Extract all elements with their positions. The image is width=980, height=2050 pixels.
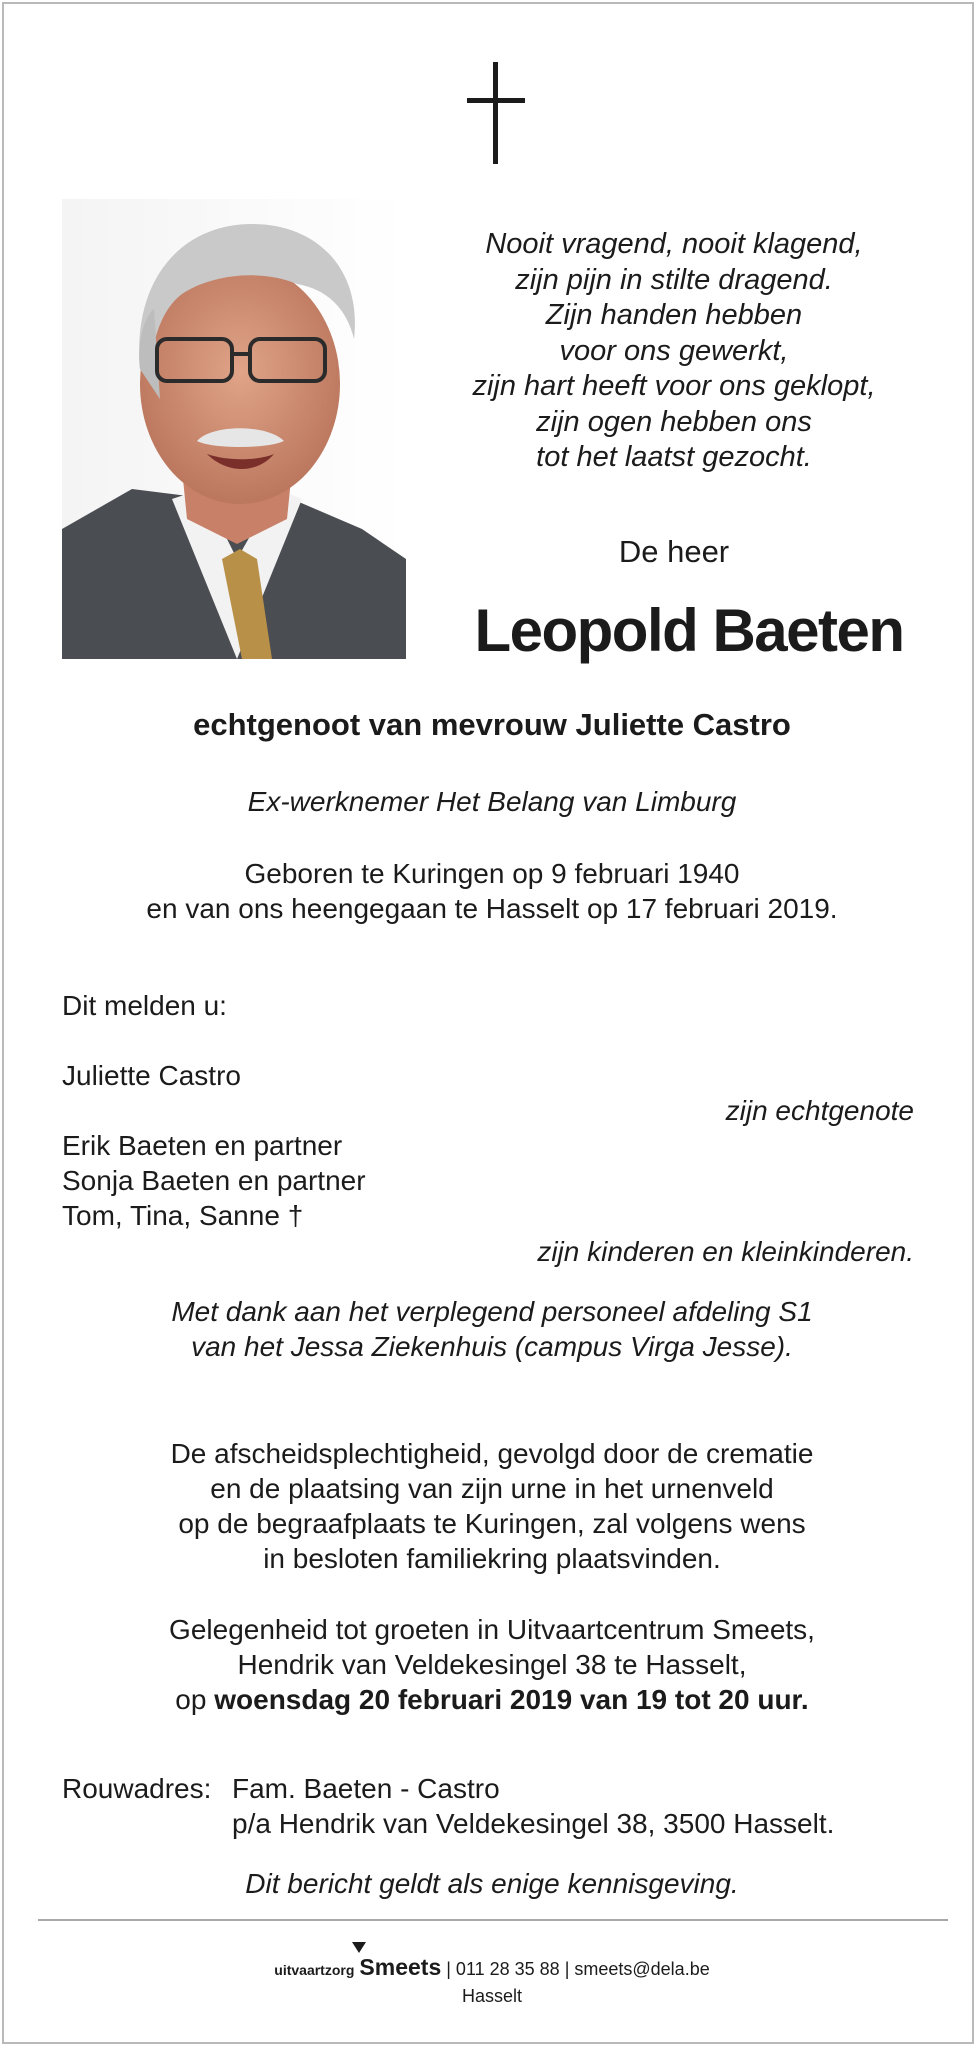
poem — [424, 227, 924, 476]
closing-note: Dit bericht geldt als enige kennisgeving. — [245, 1868, 739, 1899]
grandchildren-names: Tom, Tina, Sanne — [62, 1200, 280, 1231]
poem-line: zijn ogen hebben ons — [536, 405, 812, 438]
ceremony-line: en de plaatsing van zijn urne in het urnenveld — [210, 1473, 774, 1504]
life-dates — [4, 856, 980, 926]
visitation — [4, 1612, 980, 1717]
poem-line: Zijn handen hebben — [545, 299, 803, 331]
spouse-name: Juliette Castro — [62, 1060, 241, 1091]
thanks — [4, 1294, 980, 1364]
footer — [4, 1954, 980, 2009]
footer-city: Hasselt — [461, 1986, 523, 2006]
ceremony-line: De afscheidsplechtigheid, gevolgd door de crematie — [170, 1438, 814, 1469]
spouse-line: echtgenoot van mevrouw Juliette Castro — [193, 707, 791, 742]
mourning-address-label: Rouwadres: — [62, 1773, 212, 1804]
children-role: zijn kinderen en kleinkinderen. — [537, 1236, 914, 1267]
divider — [38, 1919, 948, 1921]
poem-line: tot het laatst gezocht. — [536, 441, 812, 473]
cross-icon — [467, 62, 525, 164]
logo-triangle-icon — [352, 1942, 366, 1953]
funeral-home-logo — [274, 1954, 441, 1983]
thanks-line: Met dank aan het verplegend personeel afdeling S1 — [171, 1296, 813, 1327]
birth-line: Geboren te Kuringen op 9 februari 1940 — [244, 858, 740, 889]
dagger-icon: † — [287, 1200, 304, 1231]
poem-line: zijn hart heeft voor ons geklopt, — [472, 370, 876, 402]
mourning-address-street: p/a Hendrik van Veldekesingel 38, 3500 Hasselt. — [232, 1808, 835, 1839]
occupation: Ex-werknemer Het Belang van Limburg — [247, 786, 737, 817]
death-line: en van ons heengegaan te Hasselt op 17 februari 2019. — [146, 893, 838, 924]
mourning-address — [62, 1771, 834, 1841]
footer-contact: | 011 28 35 88 | smeets@dela.be — [446, 1959, 710, 1979]
announce-intro: Dit melden u: — [62, 990, 227, 1021]
mourning-address-name: Fam. Baeten - Castro — [232, 1773, 500, 1804]
visitation-time-line — [4, 1682, 980, 1717]
poem-line: Nooit vragend, nooit klagend, — [485, 228, 863, 260]
thanks-line: van het Jessa Ziekenhuis (campus Virga Jesse). — [191, 1331, 793, 1362]
spouse-role: zijn echtgenote — [725, 1095, 914, 1126]
logo-brand: Smeets — [359, 1954, 442, 1980]
visitation-time: woensdag 20 februari 2019 van 19 tot 20 uur. — [214, 1684, 809, 1715]
obituary-card — [2, 2, 974, 2044]
visitation-line: Gelegenheid tot groeten in Uitvaartcentrum Smeets, — [169, 1614, 815, 1645]
child-name: Sonja Baeten en partner — [62, 1165, 366, 1196]
visitation-line: Hendrik van Veldekesingel 38 te Hasselt, — [237, 1649, 747, 1680]
portrait-photo — [62, 199, 406, 659]
poem-line: voor ons gewerkt, — [559, 334, 789, 367]
children-list — [62, 1128, 366, 1233]
poem-line: zijn pijn in stilte dragend. — [515, 263, 833, 296]
ceremony-line: in besloten familiekring plaatsvinden. — [263, 1543, 721, 1574]
grandchildren-line — [62, 1198, 366, 1233]
logo-prefix: uitvaartzorg — [274, 1962, 355, 1978]
ceremony — [4, 1436, 980, 1576]
child-name: Erik Baeten en partner — [62, 1130, 343, 1161]
deceased-name: Leopold Baeten — [474, 597, 904, 664]
honorific: De heer — [618, 534, 730, 569]
ceremony-line: op de begraafplaats te Kuringen, zal volgens wens — [178, 1508, 806, 1539]
visitation-prefix: op — [175, 1684, 207, 1715]
